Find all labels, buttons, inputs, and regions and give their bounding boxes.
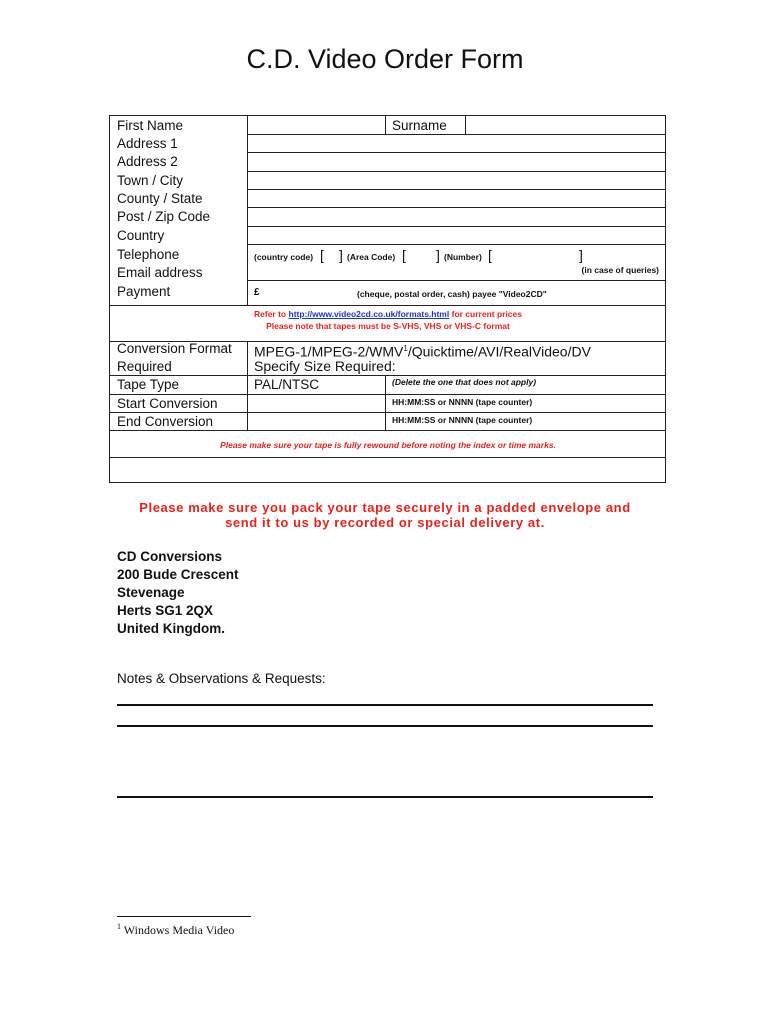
bracket: ]	[339, 247, 343, 263]
address-line: Stevenage	[117, 585, 185, 600]
end-conversion-field[interactable]	[248, 413, 385, 430]
refer-suffix: for current prices	[451, 309, 522, 319]
address-line: 200 Bude Crescent	[117, 567, 239, 582]
payment-label: Payment	[117, 284, 171, 299]
town-label: Town / City	[117, 173, 184, 188]
pal-ntsc-option[interactable]: PAL/NTSC	[254, 377, 320, 392]
refer-note	[110, 309, 666, 319]
address1-field[interactable]	[248, 135, 666, 152]
tapes-note: Please note that tapes must be S-VHS, VHS or VHS-C format	[266, 321, 510, 331]
address-line: CD Conversions	[117, 549, 223, 564]
bracket: [	[402, 247, 406, 263]
country-field[interactable]	[248, 227, 666, 244]
first-name-label: First Name	[117, 118, 184, 133]
notes-line[interactable]	[117, 725, 653, 727]
start-conversion-field[interactable]	[248, 395, 385, 412]
town-field[interactable]	[248, 172, 666, 189]
formats-part-b: /Quicktime/AVI/RealVideo/DV	[407, 343, 591, 360]
county-label: County / State	[117, 191, 203, 206]
post-field[interactable]	[248, 208, 666, 225]
start-time-hint: HH:MM:SS or NNNN (tape counter)	[392, 397, 533, 407]
footnote-marker: 1	[117, 922, 121, 931]
conversion-format-label: Conversion Format	[117, 341, 232, 356]
county-field[interactable]	[248, 190, 666, 207]
required-label: Required	[117, 359, 172, 374]
notes-line[interactable]	[117, 704, 653, 706]
bracket: [	[320, 247, 324, 263]
bracket: ]	[579, 247, 583, 263]
notice-line-1: Please make sure you pack your tape securely in a padded envelope and	[139, 500, 631, 515]
area-code-hint: (Area Code)	[347, 252, 396, 262]
notice-line-2: send it to us by recorded or special delivery at.	[225, 515, 545, 530]
end-conversion-label: End Conversion	[117, 414, 214, 429]
formats-link[interactable]: http://www.video2cd.co.uk/formats.html	[288, 309, 450, 319]
notes-label: Notes & Observations & Requests:	[117, 671, 326, 686]
rewound-note: Please make sure your tape is fully rewound before noting the index or time marks.	[220, 440, 556, 450]
address1-label: Address 1	[117, 136, 178, 151]
extra-field[interactable]	[110, 458, 666, 483]
page-title: C.D. Video Order Form	[246, 44, 524, 74]
country-code-hint: (country code)	[254, 252, 314, 262]
start-conversion-label: Start Conversion	[117, 396, 218, 411]
footnote-ref: 1	[403, 344, 408, 353]
bracket: [	[488, 247, 492, 263]
address2-label: Address 2	[117, 154, 178, 169]
tape-type-label: Tape Type	[117, 377, 180, 392]
packing-notice	[90, 500, 680, 530]
address-line: United Kingdom.	[117, 621, 225, 636]
number-hint: (Number)	[444, 252, 482, 262]
bracket: ]	[436, 247, 440, 263]
telephone-label: Telephone	[117, 247, 180, 262]
post-label: Post / Zip Code	[117, 209, 211, 224]
formats-part-a: MPEG-1/MPEG-2/WMV	[254, 343, 404, 360]
specify-size-label[interactable]: Specify Size Required:	[254, 358, 396, 374]
notes-line[interactable]	[117, 796, 653, 798]
footnote	[117, 922, 234, 938]
payee-hint: (cheque, postal order, cash) payee "Video2CD"	[357, 289, 547, 299]
footnote-text: Windows Media Video	[123, 923, 235, 937]
divider	[385, 375, 386, 430]
queries-hint: (in case of queries)	[581, 265, 659, 275]
delete-note: (Delete the one that does not apply)	[392, 377, 537, 387]
surname-field[interactable]	[466, 116, 666, 134]
postal-address	[117, 548, 239, 638]
address2-field[interactable]	[248, 153, 666, 170]
surname-label: Surname	[392, 118, 447, 133]
pound-symbol: £	[254, 287, 260, 298]
address-line: Herts SG1 2QX	[117, 603, 214, 618]
footnote-separator	[117, 916, 251, 917]
email-label: Email address	[117, 265, 203, 280]
country-label: Country	[117, 228, 165, 243]
first-name-field[interactable]	[248, 116, 385, 134]
end-time-hint: HH:MM:SS or NNNN (tape counter)	[392, 415, 533, 425]
refer-prefix: Refer to	[254, 309, 287, 319]
order-form	[109, 115, 666, 483]
divider	[385, 116, 386, 134]
payment-field[interactable]	[248, 281, 666, 305]
